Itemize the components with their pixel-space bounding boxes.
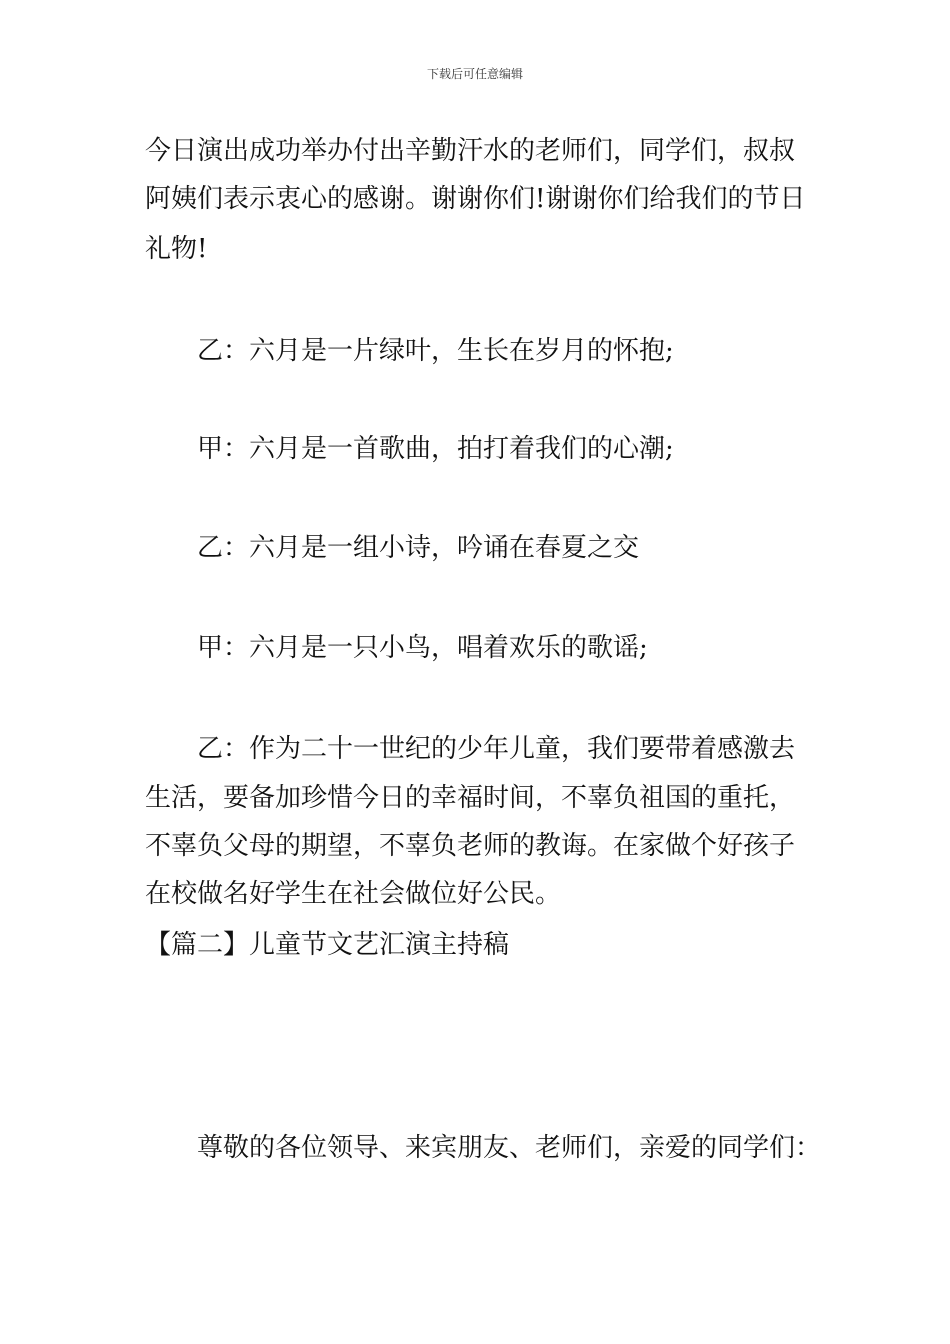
greeting-line: 尊敬的各位领导、来宾朋友、老师们，亲爱的同学们： bbox=[197, 1133, 822, 1163]
dialogue-line: 乙：作为二十一世纪的少年儿童，我们要带着感激去 bbox=[197, 734, 796, 764]
dialogue-line: 甲：六月是一首歌曲，拍打着我们的心潮; bbox=[197, 434, 674, 464]
paragraph-line: 今日演出成功举办付出辛勤汗水的老师们，同学们，叔叔 bbox=[145, 136, 796, 166]
paragraph-line: 在校做名好学生在社会做位好公民。 bbox=[145, 879, 562, 909]
section-heading: 【篇二】儿童节文艺汇演主持稿 bbox=[145, 930, 510, 960]
paragraph-line: 阿姨们表示衷心的感谢。谢谢你们!谢谢你们给我们的节日 bbox=[145, 184, 806, 214]
dialogue-line: 乙：六月是一片绿叶，生长在岁月的怀抱; bbox=[197, 336, 674, 366]
dialogue-line: 乙：六月是一组小诗，吟诵在春夏之交 bbox=[197, 533, 640, 563]
dialogue-line: 甲：六月是一只小鸟，唱着欢乐的歌谣; bbox=[197, 633, 648, 663]
paragraph-line: 礼物! bbox=[145, 234, 208, 264]
paragraph-line: 不辜负父母的期望，不辜负老师的教诲。在家做个好孩子 bbox=[145, 831, 796, 861]
page-header: 下载后可任意编辑 bbox=[426, 67, 523, 81]
paragraph-line: 生活，要备加珍惜今日的幸福时间，不辜负祖国的重托， bbox=[145, 783, 796, 813]
